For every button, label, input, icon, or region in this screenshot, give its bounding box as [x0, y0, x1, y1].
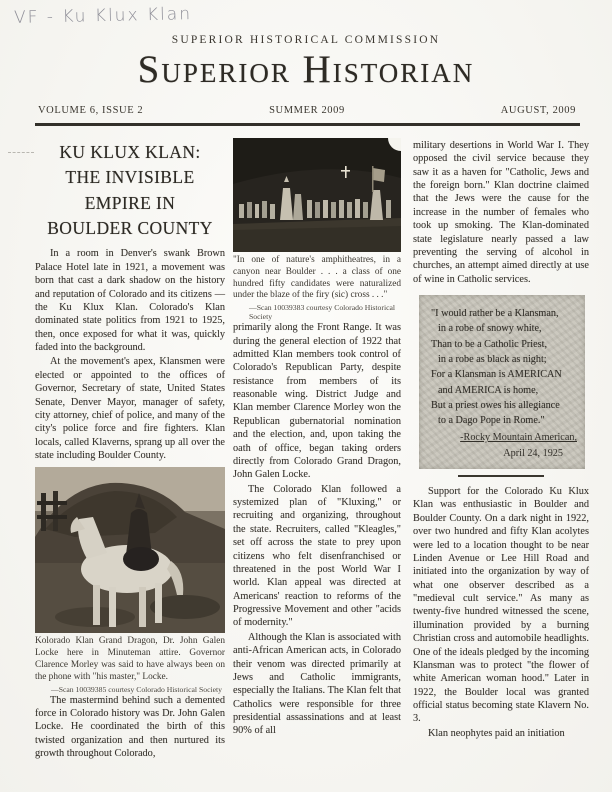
newsletter-title: Superior Historian — [137, 48, 475, 91]
photo-caption: Kolorado Klan Grand Dragon, Dr. John Galen Locke here in Minuteman attire. Governor Clarence Morley was said to have always been on the phone with "his master," Locke. — [35, 636, 225, 682]
quote-line: But a priest owes his allegiance — [431, 399, 560, 411]
quote-box — [419, 295, 585, 469]
handwritten-annotation: VF - Ku Klux Klan — [13, 4, 193, 28]
photo-caption: "In one of nature's amphitheatres, in a canyon near Boulder . . . a class of one hundred fifty candidates were naturalized under the blaze of the firy (sic) cross . . ." — [233, 254, 401, 301]
scan-smudge — [8, 152, 34, 156]
column-2 — [233, 136, 401, 761]
photo-credit: —Scan 10039385 courtesy Colorado Historical Society — [51, 684, 223, 694]
photo-credit: —Scan 10039383 courtesy Colorado Historical Society — [249, 303, 396, 322]
photo-klan-gathering — [233, 138, 401, 252]
quote-line: "I would rather be a Klansman, — [431, 308, 559, 320]
column-3 — [413, 136, 589, 761]
quote-line: Than to be a Catholic Priest, — [431, 338, 547, 350]
quote-line: in a robe as black as night; — [438, 353, 547, 365]
commission-name: SUPERIOR HISTORICAL COMMISSION — [171, 34, 441, 46]
headline-line: BOULDER COUNTY — [47, 218, 213, 239]
paragraph: Support for the Colorado Ku Klux Klan was enthusiastic in Boulder and Boulder County. On a dark night in 1922, over two hundred and fifty Klan acolytes were led to a location thought to be near Linden Avenue or Lee Hill Road and initiated into the organization by way of what one observer described as a "medieval cult service." As many as twenty-five hundred witnessed the scene, illumination provided by a burning Christian cross and automobile headlights. One of the ideals pledged by the incoming Klansman was to protect "the flower of white American woman hood." Later in 1922, the Boulder local was granted official status becoming state Klavern No. 3. — [413, 486, 589, 725]
paragraph: primarily along the Front Range. It was during the general election of 1922 that admitted Klan members took control of Colorado's Republican Party, despite resistance from members of its reasonable wing. District Judge and Klan member Clarence Morley won the Republican gubernatorial nomination and the election, and, upon taking the oath of office, began taking orders directly from Colorado Grand Dragon, John Galen Locke. — [233, 322, 401, 481]
paragraph: At the movement's apex, Klansmen were elected or appointed to the offices of Governor, Secretary of state, United States Senate, Denver Mayor, manager of safety, city attorney, chief of police, and many of the city's police force and fire fighters. Klan locals, called Klaverns, sprang up all over the state including Boulder County. — [35, 356, 225, 462]
paragraph: Although the Klan is associated with anti-African American acts, in Colorado their venom was directed primarily at Jews and Catholic immigrants, especially the Italians. The Klan felt that Catholics were responsible for three presidential assassinations and at least 90% of all — [233, 631, 401, 737]
quote-date: April 24, 1925 — [503, 447, 563, 459]
issue-volume: VOLUME 6, ISSUE 2 — [38, 104, 144, 116]
paragraph: The Colorado Klan followed a systemized plan of "Kluxing," or recruiting and organizing, throughout the state. Recruiters, called "Kleagles," set off across the state to prey upon citizens who felt disenfranchised or threatened in the post World War I world. Klan appeal was directed at Americans' reaction to reforms of the Progressive Movement and other "acids of modernity." — [233, 483, 401, 629]
quote-rule — [458, 475, 544, 477]
quote-line: in a robe of snowy white, — [438, 323, 542, 335]
paragraph: The mastermind behind such a demented force in Colorado history was Dr. John Galen Locke. He coordinated the birth of this twisted organization and then nurtured its growth throughout Colorado, — [35, 694, 225, 760]
headline-line: KU KLUX KLAN: — [59, 141, 201, 162]
paragraph: military desertions in World War I. They opposed the civil service because they saw it as a haven for "Catholic, Jews and the foreign born." Klan doctrine claimed that the Jews were the cause for the increase in the number of females who took up smoking. The Klan-dominated state legislature nearly passed a law preventing the serving of alcohol in churches, an attempt aimed directly at use of wine in Catholic services. — [413, 139, 589, 285]
quote-line: and AMERICA is home, — [438, 384, 539, 396]
article-headline — [35, 140, 225, 242]
issue-season: SUMMER 2009 — [269, 104, 345, 116]
headline-line: THE INVISIBLE — [65, 167, 195, 188]
quote-line: to a Dago Pope in Rome." — [438, 415, 545, 427]
issue-info-row — [0, 91, 612, 116]
article-columns — [0, 126, 612, 761]
paragraph: In a room in Denver's swank Brown Palace Hotel late in 1921, a movement was born that cast a dark shadow on the history and reputation of Colorado and its citizens — the Ku Klux Klan. Colorado's Klan dominated state politics from 1921 to 1925, then, once exposed for what it was, quickly faded into the background. — [35, 248, 225, 354]
issue-date: AUGUST, 2009 — [500, 104, 576, 116]
headline-line: EMPIRE IN — [84, 192, 176, 213]
photo-klansman-on-horse — [35, 467, 225, 633]
quote-line: For a Klansman is AMERICAN — [431, 369, 562, 381]
paragraph: Klan neophytes paid an initiation — [428, 727, 565, 739]
column-1 — [35, 136, 225, 761]
quote-source: -Rocky Mountain American, — [460, 432, 577, 444]
